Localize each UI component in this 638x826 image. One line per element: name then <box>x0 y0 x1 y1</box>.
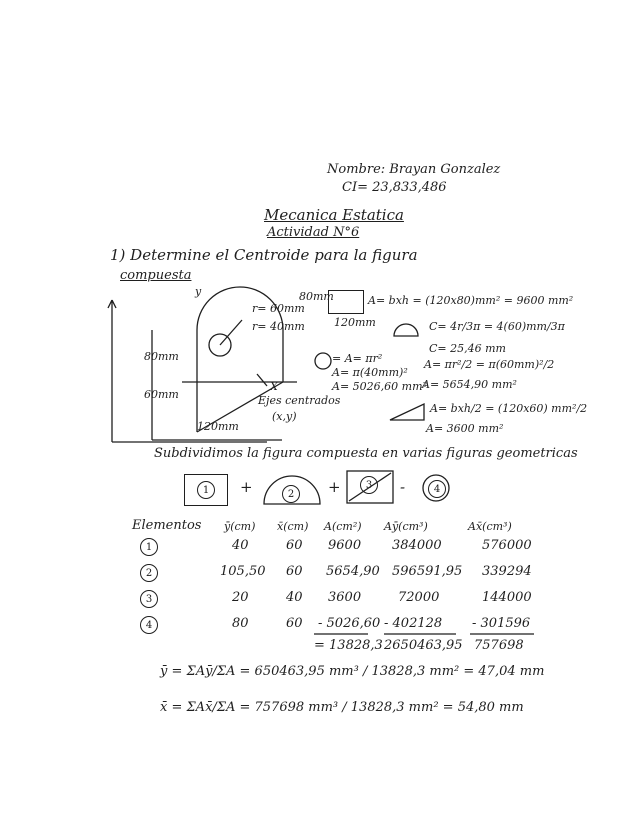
row-4-element: 4 <box>140 616 158 634</box>
table-cell: - 301596 <box>472 616 531 631</box>
table-cell: 40 <box>232 538 249 553</box>
row-1-element: 1 <box>140 538 158 556</box>
col-header-xbar: x̄(cm) <box>277 520 309 533</box>
table-cell: 40 <box>286 590 303 605</box>
col-header-ax: Ax̄(cm³) <box>468 520 512 533</box>
table-cell: 20 <box>232 590 249 605</box>
plus-sign-2: + <box>328 478 341 496</box>
total-ay: 2650463,95 <box>384 638 463 653</box>
shape-2-number: 2 <box>282 485 300 503</box>
col-header-ybar: ȳ(cm) <box>224 520 256 533</box>
height-80-label: 80mm <box>144 350 179 363</box>
minus-sign: - <box>400 478 406 496</box>
col-header-elementos: Elementos <box>132 518 202 533</box>
x-axis-label: X <box>270 380 278 393</box>
table-cell: 105,50 <box>220 564 266 579</box>
circle-area-sub: A= π(40mm)² <box>332 366 408 379</box>
radius-60-label: r= 60mm <box>252 302 305 315</box>
semi-area-value: A= 5654,90 mm² <box>422 378 517 391</box>
triangle-area-formula: A= bxh/2 = (120x60) mm²/2 <box>430 402 588 415</box>
plus-sign-1: + <box>240 478 253 496</box>
table-cell: 60 <box>286 616 303 631</box>
table-cell: 5654,90 <box>326 564 380 579</box>
rect-dim-w: 120mm <box>334 316 376 329</box>
table-cell: 144000 <box>482 590 532 605</box>
table-cell: 80 <box>232 616 249 631</box>
height-60-label: 60mm <box>144 388 179 401</box>
problem-statement: 1) Determine el Centroide para la figura <box>110 246 418 264</box>
table-cell: 3600 <box>328 590 362 605</box>
shape-4-number: 4 <box>428 480 446 498</box>
ybar-result: ȳ = ΣAȳ/ΣA = 650463,95 mm³ / 13828,3 mm² = 47,04 mm <box>160 664 545 679</box>
col-header-ay: Aȳ(cm³) <box>384 520 428 533</box>
table-cell: 60 <box>286 538 303 553</box>
problem-statement-cont: compuesta <box>120 268 192 283</box>
xbar-result: x̄ = ΣAx̄/ΣA = 757698 mm³ / 13828,3 mm² = 54,80 mm <box>160 700 524 715</box>
table-cell: 339294 <box>482 564 532 579</box>
circle-area-value: A= 5026,60 mm² <box>332 380 427 393</box>
handwritten-page <box>92 140 588 740</box>
table-cell: 576000 <box>482 538 532 553</box>
row-3-element: 3 <box>140 590 158 608</box>
student-name: Nombre: Brayan Gonzalez <box>327 162 501 177</box>
subdivision-text: Subdividimos la figura compuesta en varias figuras geometricas <box>154 446 578 461</box>
y-axis-label: y <box>195 285 202 298</box>
col-header-area: A(cm²) <box>324 520 362 533</box>
student-id: CI= 23,833,486 <box>342 180 447 195</box>
page-subtitle: Actividad N°6 <box>267 225 360 240</box>
table-cell: 9600 <box>328 538 362 553</box>
page-title: Mecanica Estatica <box>264 206 404 224</box>
shape-1-number: 1 <box>197 481 215 499</box>
total-area: = 13828,3 <box>314 638 383 653</box>
table-cell: 596591,95 <box>392 564 463 579</box>
rect-dim-h: 80mm <box>299 290 334 303</box>
table-cell: - 402128 <box>384 616 443 631</box>
table-cell: 384000 <box>392 538 442 553</box>
semi-area-formula: A= πr²/2 = π(60mm)²/2 <box>424 358 555 371</box>
table-cell: 72000 <box>398 590 440 605</box>
row-2-element: 2 <box>140 564 158 582</box>
total-ax: 757698 <box>474 638 524 653</box>
semi-centroid-formula: C= 4r/3π = 4(60)mm/3π <box>429 320 565 333</box>
table-cell: - 5026,60 <box>318 616 381 631</box>
width-120-label: 120mm <box>197 420 239 433</box>
axes-note-2: (x,y) <box>272 410 297 423</box>
shape-3-number: 3 <box>360 476 378 494</box>
semi-centroid-value: C= 25,46 mm <box>429 342 506 355</box>
radius-40-label: r= 40mm <box>252 320 305 333</box>
triangle-area-value: A= 3600 mm² <box>426 422 504 435</box>
circle-area-formula: = A= πr² <box>332 352 383 365</box>
table-cell: 60 <box>286 564 303 579</box>
rect-area-formula: A= bxh = (120x80)mm² = 9600 mm² <box>368 294 574 307</box>
axes-note: Ejes centrados <box>258 394 341 407</box>
